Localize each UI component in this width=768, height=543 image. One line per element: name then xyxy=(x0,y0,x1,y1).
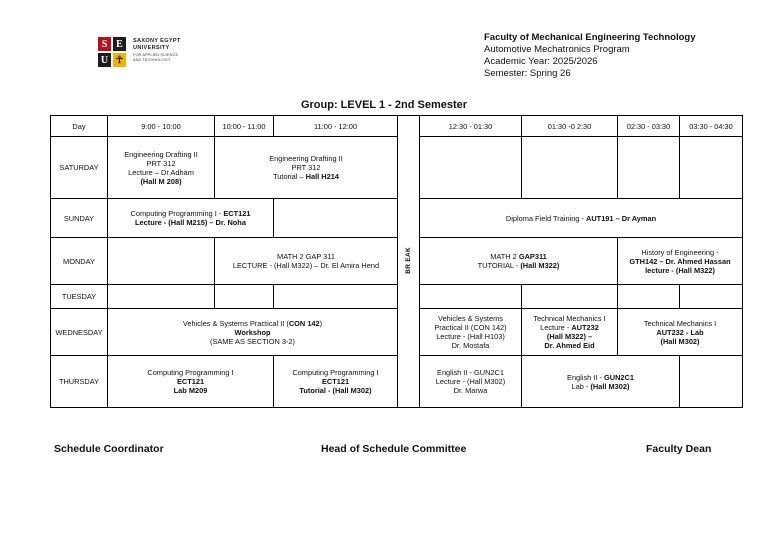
col-header-slot: 03:30 - 04:30 xyxy=(680,116,743,137)
class-cell: Vehicles & Systems Practical II (CON 142) Workshop (SAME AS SECTION 3-2) xyxy=(108,309,398,356)
class-cell: English II - GUN2C1 Lab - (Hall M302) xyxy=(522,356,680,408)
class-cell: MATH 2 GAP311 TUTORIAL - (Hall M322) xyxy=(420,238,618,285)
empty-cell xyxy=(522,285,618,309)
col-header-day: Day xyxy=(51,116,108,137)
empty-cell xyxy=(274,199,398,238)
logo-s-block: S xyxy=(98,37,111,51)
signature-coordinator: Schedule Coordinator xyxy=(54,443,164,455)
semester: Semester: Spring 26 xyxy=(484,68,571,79)
table-row-sunday xyxy=(51,199,743,238)
logo-name: SAXONY EGYPT UNIVERSITY xyxy=(133,38,181,51)
class-cell: Computing Programming I ECT121 Lab M209 xyxy=(108,356,274,408)
day-label: WEDNESDAY xyxy=(51,309,108,356)
empty-cell xyxy=(274,285,398,309)
class-cell: Vehicles & Systems Practical II (CON 142) Lecture - (Hall H103) Dr. Mostafa xyxy=(420,309,522,356)
document-header xyxy=(484,32,696,80)
empty-cell xyxy=(420,137,522,199)
col-header-slot: 11:00 - 12:00 xyxy=(274,116,398,137)
day-label: TUESDAY xyxy=(51,285,108,309)
break-label: BR EAK xyxy=(405,247,412,274)
empty-cell xyxy=(108,238,215,285)
table-row-tuesday xyxy=(51,285,743,309)
col-header-slot: 02:30 - 03:30 xyxy=(618,116,680,137)
day-label: SUNDAY xyxy=(51,199,108,238)
col-header-slot: 12:30 - 01:30 xyxy=(420,116,522,137)
day-label: MONDAY xyxy=(51,238,108,285)
schedule-table xyxy=(50,115,743,408)
empty-cell xyxy=(108,285,215,309)
col-header-slot: 01:30 -0 2:30 xyxy=(522,116,618,137)
header-row xyxy=(51,116,743,137)
table-row-wednesday xyxy=(51,309,743,356)
class-cell: Technical Mechanics I Lecture - AUT232 (Hall M322) – Dr. Ahmed Eid xyxy=(522,309,618,356)
class-cell: Technical Mechanics I AUT232 - Lab (Hall M302) xyxy=(618,309,743,356)
group-title: Group: LEVEL 1 - 2nd Semester xyxy=(300,99,468,111)
class-cell: Engineering Drafting II PRT 312 Lecture – Dr Adham (Hall M 208) xyxy=(108,137,215,199)
logo-e-block: E xyxy=(113,37,126,51)
class-cell: Computing Programming I ECT121 Tutorial - (Hall M302) xyxy=(274,356,398,408)
table-row-thursday xyxy=(51,356,743,408)
signature-head: Head of Schedule Committee xyxy=(321,443,467,455)
logo-emblem-block: ☥ xyxy=(113,53,126,67)
empty-cell xyxy=(680,356,743,408)
class-cell: History of Engineering - GTH142 – Dr. Ahmed Hassan lecture - (Hall M322) xyxy=(618,238,743,285)
col-header-slot: 10:00 - 11:00 xyxy=(215,116,274,137)
empty-cell xyxy=(215,285,274,309)
faculty-title: Faculty of Mechanical Engineering Technology xyxy=(484,32,696,43)
empty-cell xyxy=(680,137,743,199)
class-cell: English II - GUN2C1 Lecture - (Hall M302) Dr. Marwa xyxy=(420,356,522,408)
class-cell: Engineering Drafting II PRT 312 Tutorial – Hall H214 xyxy=(215,137,398,199)
day-label: THURSDAY xyxy=(51,356,108,408)
break-column xyxy=(398,116,420,408)
logo-u-block: U xyxy=(98,53,111,67)
empty-cell xyxy=(680,285,743,309)
university-logo xyxy=(98,37,198,73)
logo-tagline: FOR APPLIED SCIENCE AND TECHNOLOGY xyxy=(133,52,179,62)
empty-cell xyxy=(522,137,618,199)
signature-dean: Faculty Dean xyxy=(646,443,712,455)
program-name: Automotive Mechatronics Program xyxy=(484,44,630,55)
class-cell: Computing Programming I - ECT121 Lecture - (Hall M215) – Dr. Noha xyxy=(108,199,274,238)
col-header-slot: 9:00 - 10:00 xyxy=(108,116,215,137)
academic-year: Academic Year: 2025/2026 xyxy=(484,56,598,67)
class-cell: Diploma Field Training - AUT191 – Dr Ayman xyxy=(420,199,743,238)
table-row-saturday xyxy=(51,137,743,199)
empty-cell xyxy=(420,285,522,309)
table-row-monday xyxy=(51,238,743,285)
empty-cell xyxy=(618,137,680,199)
empty-cell xyxy=(618,285,680,309)
day-label: SATURDAY xyxy=(51,137,108,199)
class-cell: MATH 2 GAP 311 LECTURE - (Hall M322) – Dr. El Amira Hend xyxy=(215,238,398,285)
